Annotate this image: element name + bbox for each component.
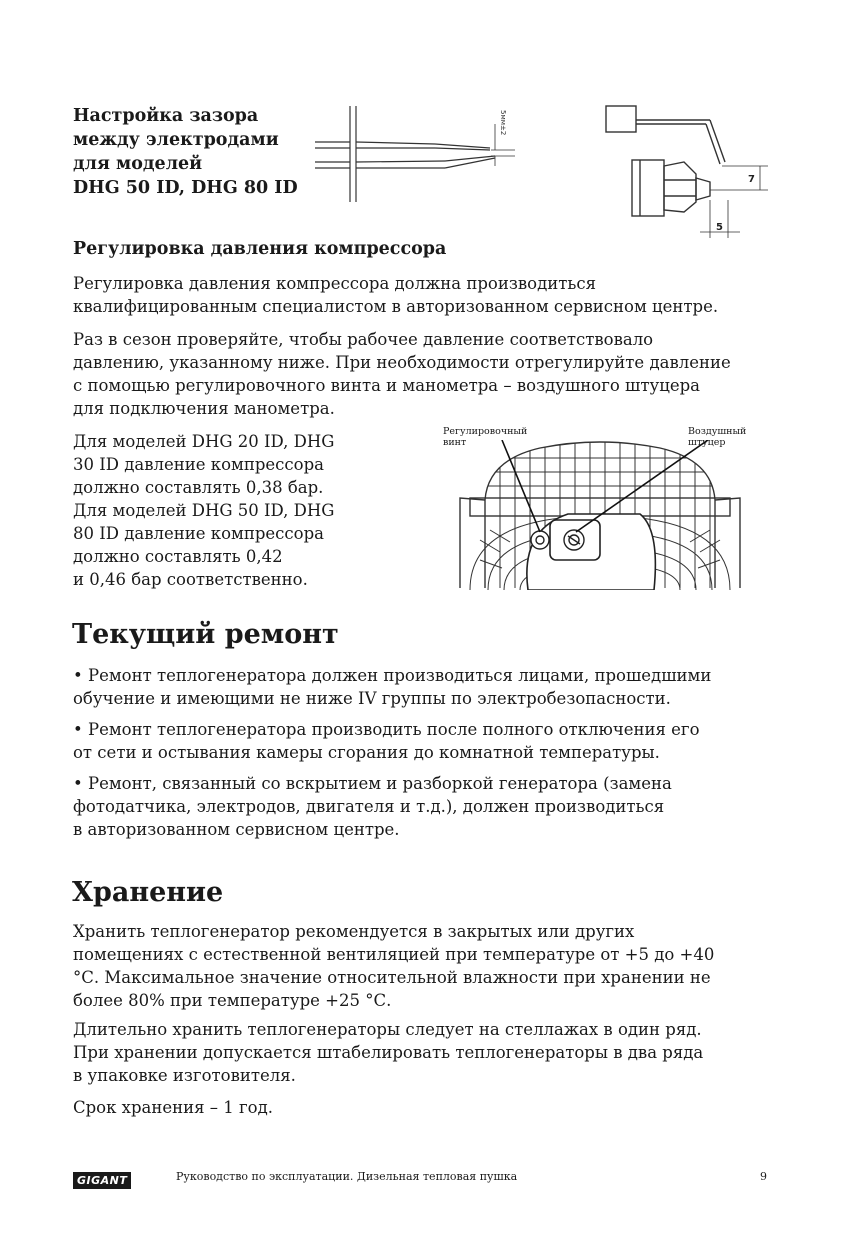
- gap-heading: [73, 104, 298, 200]
- label-line: Воздушный: [688, 426, 747, 437]
- text-line: При хранении допускается штабелировать теплогенераторы в два ряда: [73, 1043, 704, 1062]
- footer-title: Руководство по эксплуатации. Дизельная тепловая пушка: [176, 1170, 518, 1183]
- text-line: в упаковке изготовителя.: [73, 1066, 296, 1085]
- label-line: винт: [443, 437, 467, 448]
- text-line: для подключения манометра.: [73, 399, 335, 418]
- nozzle-electrode-diagram: [600, 100, 770, 245]
- gap-heading-line: для моделей: [73, 154, 203, 174]
- repair-heading: Текущий ремонт: [72, 619, 339, 650]
- storage-paragraph-2: [73, 1018, 703, 1087]
- text-line: • Ремонт теплогенератора должен производиться лицами, прошедшими: [73, 666, 712, 685]
- dim-gap-label: 5мм±2: [499, 110, 507, 136]
- dim-5-label: 5: [716, 222, 723, 233]
- compressor-heading: Регулировка давления компрессора: [73, 239, 447, 259]
- text-line: Для моделей DHG 20 ID, DHG: [73, 432, 335, 451]
- text-line: °С. Максимальное значение относительной влажности при хранении не: [73, 968, 711, 987]
- text-line: от сети и остывания камеры сгорания до комнатной температуры.: [73, 743, 660, 762]
- text-line: Хранить теплогенератор рекомендуется в закрытых или других: [73, 922, 635, 941]
- gap-heading-line: между электродами: [73, 130, 279, 150]
- text-line: 30 ID давление компрессора: [73, 455, 324, 474]
- storage-heading: Хранение: [72, 877, 224, 908]
- text-line: • Ремонт, связанный со вскрытием и разборкой генератора (замена: [73, 774, 672, 793]
- compressor-paragraph-3: [73, 430, 334, 591]
- text-line: Раз в сезон проверяйте, чтобы рабочее давление соответствовало: [73, 330, 654, 349]
- text-line: с помощью регулировочного винта и манометра – воздушного штуцера: [73, 376, 700, 395]
- gap-heading-line: Настройка зазора: [73, 106, 259, 126]
- text-line: фотодатчика, электродов, двигателя и т.д.), должен производиться: [73, 797, 665, 816]
- gigant-logo: GIGANT: [73, 1172, 131, 1189]
- text-line: давлению, указанному ниже. При необходимости отрегулируйте давление: [73, 353, 731, 372]
- repair-item: [73, 718, 700, 764]
- text-line: обучение и имеющими не ниже IV группы по электробезопасности.: [73, 689, 671, 708]
- compressor-paragraph-2: [73, 328, 731, 420]
- dim-7-label: 7: [748, 174, 755, 185]
- label-line: Регулировочный: [443, 426, 528, 437]
- page-number: 9: [760, 1170, 767, 1183]
- compressor-paragraph-1: [73, 272, 718, 318]
- text-line: должно составлять 0,38 бар.: [73, 478, 324, 497]
- text-line: Для моделей DHG 50 ID, DHG: [73, 501, 335, 520]
- text-line: 80 ID давление компрессора: [73, 524, 324, 543]
- storage-paragraph-1: [73, 920, 714, 1012]
- gap-heading-line: DHG 50 ID, DHG 80 ID: [73, 178, 298, 198]
- text-line: квалифицированным специалистом в авторизованном сервисном центре.: [73, 297, 719, 316]
- text-line: более 80% при температуре +25 °С.: [73, 991, 392, 1010]
- text-line: • Ремонт теплогенератора производить после полного отключения его: [73, 720, 700, 739]
- repair-item: [73, 772, 672, 841]
- text-line: помещениях с естественной вентиляцией при температуре от +5 до +40: [73, 945, 715, 964]
- text-line: должно составлять 0,42: [73, 547, 283, 566]
- electrode-gap-diagram: [315, 104, 515, 204]
- text-line: Регулировка давления компрессора должна производиться: [73, 274, 596, 293]
- text-line: Длительно хранить теплогенераторы следует на стеллажах в один ряд.: [73, 1020, 702, 1039]
- text-line: и 0,46 бар соответственно.: [73, 570, 308, 589]
- text-line: в авторизованном сервисном центре.: [73, 820, 400, 839]
- repair-item: [73, 664, 711, 710]
- storage-shelf-life: Срок хранения – 1 год.: [73, 1098, 274, 1117]
- compressor-grille-diagram: [440, 440, 760, 590]
- label-line: штуцер: [688, 437, 726, 448]
